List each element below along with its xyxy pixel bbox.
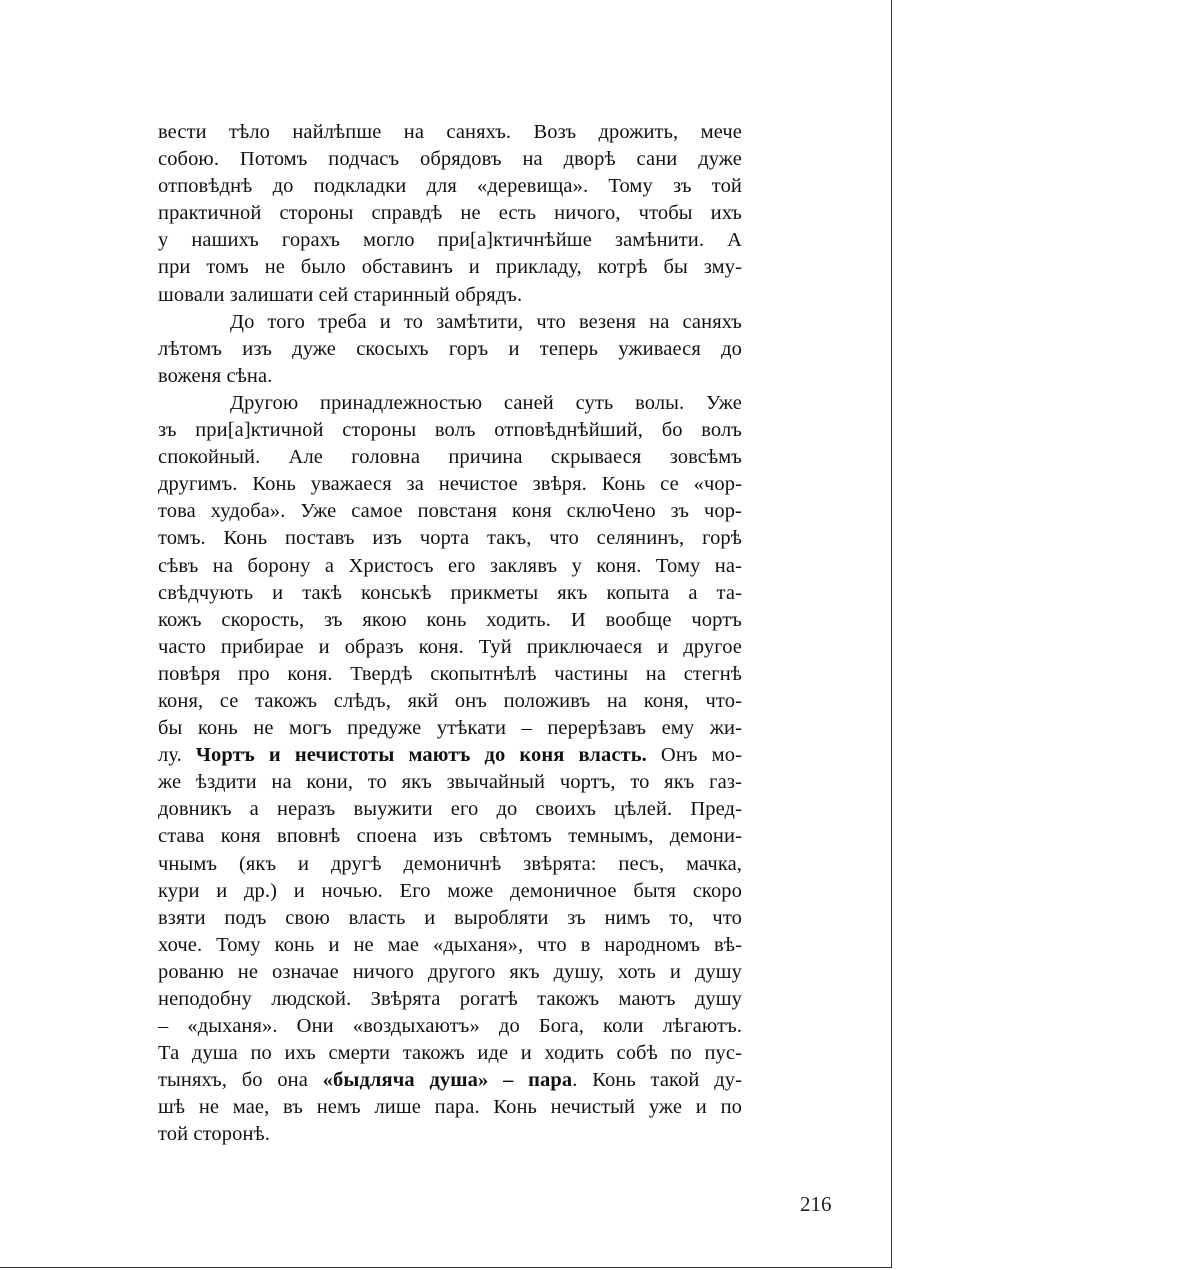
text-line: повѣря про коня. Твердѣ скопытнѣлѣ частины на стегнѣ <box>158 662 742 685</box>
text-line: спокойный. Але головна причина скрываеся зовсѣмъ <box>158 446 742 469</box>
text-line: же ѣздити на кони, то якъ звычайный чортъ, то якъ газ- <box>158 771 742 794</box>
text-line: кури и др.) и ночью. Его може демоничное бытя скоро <box>158 879 742 902</box>
bold-emphasis: «быдляча душа» – пара <box>322 1069 573 1092</box>
text-line: той сторонѣ. <box>158 1123 270 1146</box>
text-line: довникъ а неразъ выужити его до своихъ цѣлей. Пред- <box>158 798 742 821</box>
text-line: бы конь не могъ предуже утѣкати – перерѣзавъ ему жи- <box>158 717 742 740</box>
text-line <box>158 1067 742 1094</box>
text-line: свѣдчують и такѣ конськѣ прикметы якъ копыта а та- <box>158 581 742 604</box>
text-segment: . Конь такой ду- <box>572 1069 742 1092</box>
text-line: – «дыханя». Они «воздыхаютъ» до Бога, коли лѣгаютъ. <box>158 1015 742 1038</box>
text-line: кожъ скорость, зъ якою конь ходить. И вообще чортъ <box>158 608 742 631</box>
text-line: хоче. Тому конь и не мае «дыханя», что в народномъ вѣ- <box>158 933 742 956</box>
paragraph <box>158 119 742 309</box>
text-line: До того треба и то замѣтити, что везеня на саняхъ <box>230 310 742 333</box>
text-line: лѣтомъ изъ дуже скосыхъ горъ и теперь уживаеся до <box>158 337 742 360</box>
text-line: практичной стороны справдѣ не есть ничого, чтобы ихъ <box>158 202 742 225</box>
text-line: отповѣднѣ до подкладки для «деревища». Тому зъ той <box>158 175 742 198</box>
text-line: зъ при[а]ктичной стороны волъ отповѣднѣйший, бо волъ <box>158 419 742 442</box>
text-line: шѣ не мае, въ немъ лише пара. Конь нечистый уже и по <box>158 1096 742 1119</box>
text-line <box>158 742 742 769</box>
text-line: часто прибирае и образъ коня. Туй приключаеся и другое <box>158 635 742 658</box>
text-line: това худоба». Уже самое повстаня коня склюЧено зъ чор- <box>158 500 742 523</box>
text-segment: Онъ мо- <box>646 744 742 767</box>
text-segment: лу. <box>158 744 196 767</box>
text-line: Та душа по ихъ смерти такожъ иде и ходить собѣ по пус- <box>158 1042 742 1065</box>
text-line: при томъ не было обставинъ и прикладу, котрѣ бы зму- <box>158 256 742 279</box>
text-line: взяти подъ свою власть и выробляти зъ нимъ то, что <box>158 906 742 929</box>
text-line: воженя сѣна. <box>158 364 273 387</box>
text-line: коня, се такожъ слѣдъ, якй онъ положивъ на коня, что- <box>158 689 742 712</box>
body-text <box>158 119 742 1149</box>
text-line: Другою принадлежностью саней суть волы. Уже <box>230 391 742 414</box>
text-line: чнымъ (якъ и другѣ демоничнѣ звѣрята: песъ, мачка, <box>158 852 742 875</box>
text-line: става коня вповнѣ споена изъ свѣтомъ темнымъ, демони- <box>158 825 742 848</box>
text-line: вести тѣло найлѣпше на саняхъ. Возъ дрожить, мече <box>158 121 742 143</box>
text-line: другимъ. Конь уважаеся за нечистое звѣря. Конь се «чор- <box>158 473 742 496</box>
text-line: томъ. Конь поставъ изъ чорта такъ, что селянинъ, горѣ <box>158 527 742 550</box>
paragraph <box>158 390 742 1149</box>
bold-emphasis: Чортъ и нечистоты маютъ до коня власть. <box>195 744 647 767</box>
text-line: у нашихъ горахъ могло при[а]ктичнѣйше замѣнити. А <box>158 229 742 252</box>
text-line: собою. Потомъ подчасъ обрядовъ на дворѣ сани дуже <box>158 148 742 171</box>
text-line: сѣвъ на борону а Христосъ его заклявъ у коня. Тому на- <box>158 554 742 577</box>
text-line: шовали залишати сей старинный обрядъ. <box>158 283 523 306</box>
text-segment: тыняхъ, бо она <box>158 1069 323 1092</box>
page-number: 216 <box>800 1192 832 1216</box>
paragraph <box>158 309 742 390</box>
text-line: неподобну людской. Звѣрята рогатѣ такожъ маютъ душу <box>158 988 742 1010</box>
text-line: рованю не означае ничого другого якъ душу, хоть и душу <box>158 960 742 983</box>
